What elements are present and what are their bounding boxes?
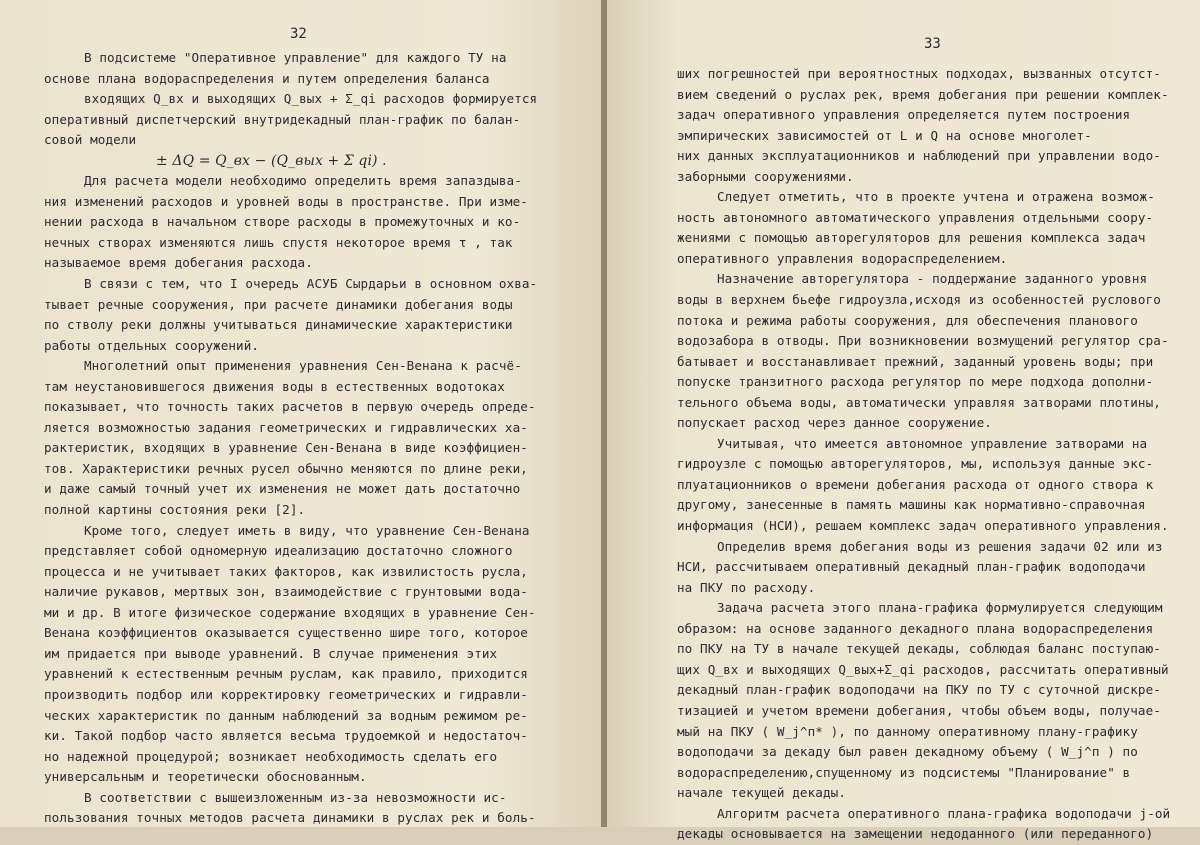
- text-line: Задача расчета этого плана-графика формулируется следующим: [717, 600, 1163, 616]
- text-line: оперативный диспетчерский внутридекадный план-график по балан-: [44, 111, 521, 127]
- text-line: ки. Такой подбор часто является весьма трудоемкой и недостаточ-: [44, 728, 528, 744]
- text-line: Кроме того, следует иметь в виду, что уравнение Сен-Венана: [84, 522, 530, 538]
- text-line: работы отдельных сооружений.: [44, 337, 260, 353]
- text-line: представляет собой одномерную идеализацию достаточно сложного: [44, 543, 513, 559]
- text-line: щих Q_вх и выходящих Q_вых+Σ_qi расходов, рассчитать оперативный: [677, 661, 1169, 677]
- text-line: но надежной процедурой; возникает необходимость сделать его: [44, 748, 498, 764]
- text-line: на ПКУ по расходу.: [677, 579, 816, 595]
- text-line: информация (НСИ), решаем комплекс задач оперативного управления.: [677, 518, 1169, 534]
- text-line: производить подбор или корректировку геометрических и гидравли-: [44, 686, 528, 702]
- text-line: Многолетний опыт применения уравнения Сен-Венана к расчё-: [84, 358, 522, 374]
- text-line: Назначение авторегулятора - поддержание заданного уровня: [717, 271, 1148, 287]
- text-line: входящих Q_вх и выходящих Q_вых + Σ_qi расходов формируется: [84, 91, 538, 107]
- text-line: воды в верхнем бьефе гидроузла,исходя из особенностей руслового: [677, 292, 1161, 308]
- text-line: там неустановившегося движения воды в естественных водотоках: [44, 378, 505, 394]
- text-line: тизацией и учетом времени добегания, чтобы объем воды, получае-: [677, 702, 1161, 718]
- right-page: [607, 0, 1200, 842]
- text-line: потока и режима работы сооружения, для обеспечения планового: [677, 312, 1138, 328]
- text-line: им придается при выводе уравнений. В случае применения этих: [44, 645, 498, 661]
- text-line: декадный план-график водоподачи на ПКУ по ТУ с суточной дискре-: [677, 682, 1161, 698]
- text-line: наличие рукавов, мертвых зон, взаимодействие с грунтовыми вода-: [44, 584, 528, 600]
- text-line: водоподачи за декаду был равен декадному объему ( W_j^п ) по: [677, 744, 1138, 760]
- text-line: называемое время добегания расхода.: [44, 255, 313, 271]
- text-line: мый на ПКУ ( W_j^п* ), по данному оперативному плану-графику: [677, 723, 1138, 739]
- text-line: тывает речные сооружения, при расчете динамики добегания воды: [44, 296, 513, 312]
- text-line: попуске транзитного расхода регулятор по мере подхода дополни-: [677, 374, 1154, 390]
- text-line: В соответствии с вышеизложенным из-за невозможности ис-: [84, 789, 507, 805]
- text-line: эмпирических зависимостей от L и Q на основе многолет-: [677, 127, 1092, 143]
- text-line: образом: на основе заданного декадного плана водораспределения: [677, 620, 1154, 636]
- text-line: Алгоритм расчета оперативного плана-графика водоподачи j-ой: [717, 805, 1171, 821]
- text-line: показывает, что точность таких расчетов в первую очередь опреде-: [44, 399, 536, 415]
- left-page: [0, 0, 601, 827]
- text-line: водораспределению,спущенному из подсистемы "Планирование" в: [677, 764, 1131, 780]
- text-line: по стволу реки должны учитываться динамические характеристики: [44, 317, 513, 333]
- text-line: Для расчета модели необходимо определить время запаздыва-: [84, 173, 522, 189]
- text-line: тельного объема воды, автоматически управляя затворами плотины,: [677, 394, 1161, 410]
- text-line: гидроузле с помощью авторегуляторов, мы, используя данные экс-: [677, 456, 1154, 472]
- text-line: Определив время добегания воды из решения задачи 02 или из: [717, 538, 1163, 554]
- text-line: ляется возможностью задания геометрических и гидравлических ха-: [44, 419, 528, 435]
- text-line: водозабора в отводы. При возникновении возмущений регулятор сра-: [677, 333, 1169, 349]
- text-line: начале текущей декады.: [677, 785, 847, 801]
- text-line: Венана коэффициентов оказывается существенно шире того, которое: [44, 625, 528, 641]
- text-line: Учитывая, что имеется автономное управление затворами на: [717, 435, 1148, 451]
- text-line: В связи с тем, что I очередь АСУБ Сырдарьи в основном охва-: [84, 276, 538, 292]
- text-line: тов. Характеристики речных русел обычно меняются по длине реки,: [44, 460, 528, 476]
- text-line: оперативного управления водораспределением.: [677, 250, 1008, 266]
- text-line: задач оперативного управления определяется путем построения: [677, 107, 1131, 123]
- text-line: вием сведений о руслах рек, время добегания при решении комплек-: [677, 86, 1169, 102]
- text-line: нечных створах изменяются лишь спустя некоторое время τ , так: [44, 234, 513, 250]
- text-line: уравнений к естественным речным руслам, как правило, приходится: [44, 666, 528, 682]
- text-line: НСИ, рассчитываем оперативный декадный план-график водоподачи: [677, 559, 1146, 575]
- text-line: ческих характеристик по данным наблюдений за водным режимом ре-: [44, 707, 528, 723]
- page-number-left: 32: [290, 26, 307, 42]
- right-page-text: [677, 64, 1170, 845]
- text-line: ния изменений расходов и уровней воды в пространстве. При изме-: [44, 193, 528, 209]
- text-line: полной картины состояния реки [2].: [44, 502, 306, 518]
- text-line: ших погрешностей при вероятностных подходах, вызванных отсутст-: [677, 66, 1161, 81]
- text-line: батывает и восстанавливает прежний, заданный уровень воды; при: [677, 353, 1154, 369]
- text-line: процесса и не учитывает таких факторов, как извилистость русла,: [44, 563, 528, 579]
- text-line: ми и др. В итоге физическое содержание входящих в уравнение Сен-: [44, 604, 536, 620]
- text-line: попускает расход через данное сооружение.: [677, 415, 992, 431]
- balance-formula: ± ΔQ = Q_вх − (Q_вых + Σ qi) .: [156, 152, 387, 169]
- text-line: заборными сооружениями.: [677, 168, 854, 184]
- text-line: декады основывается на замещении недоданного (или переданного): [677, 826, 1154, 842]
- text-line: Следует отметить, что в проекте учтена и отражена возмож-: [717, 189, 1155, 205]
- text-line: них данных эксплуатационников и наблюдений при управлении водо-: [677, 148, 1161, 164]
- text-line: основе плана водораспределения и путем определения баланса: [44, 70, 490, 86]
- text-line: пользования точных методов расчета динамики в руслах рек и боль-: [44, 810, 536, 826]
- page-number-right: 33: [924, 36, 941, 52]
- text-line: другому, занесенные в память машины как нормативно-справочная: [677, 497, 1146, 513]
- text-line: совой модели: [44, 132, 137, 148]
- text-line: ность автономного автоматического управления отдельными соору-: [677, 209, 1154, 225]
- text-line: универсальным и теоретически обоснованным.: [44, 769, 367, 785]
- text-line: рактеристик, входящих в уравнение Сен-Венана в виде коэффициен-: [44, 440, 528, 456]
- text-line: В подсистеме "Оперативное управление" для каждого ТУ на: [84, 50, 507, 65]
- text-line: жениями с помощью авторегуляторов для решения комплекса задач: [677, 230, 1146, 246]
- left-page-text: [44, 48, 537, 829]
- text-line: нении расхода в начальном створе расходы в промежуточных и ко-: [44, 214, 521, 230]
- text-line: по ПКУ на ТУ в начале текущей декады, соблюдая баланс поступаю-: [677, 641, 1161, 657]
- text-line: и даже самый точный учет их изменения не может дать достаточно: [44, 481, 521, 497]
- text-line: плуатационников о времени добегания расхода от одного створа к: [677, 476, 1154, 492]
